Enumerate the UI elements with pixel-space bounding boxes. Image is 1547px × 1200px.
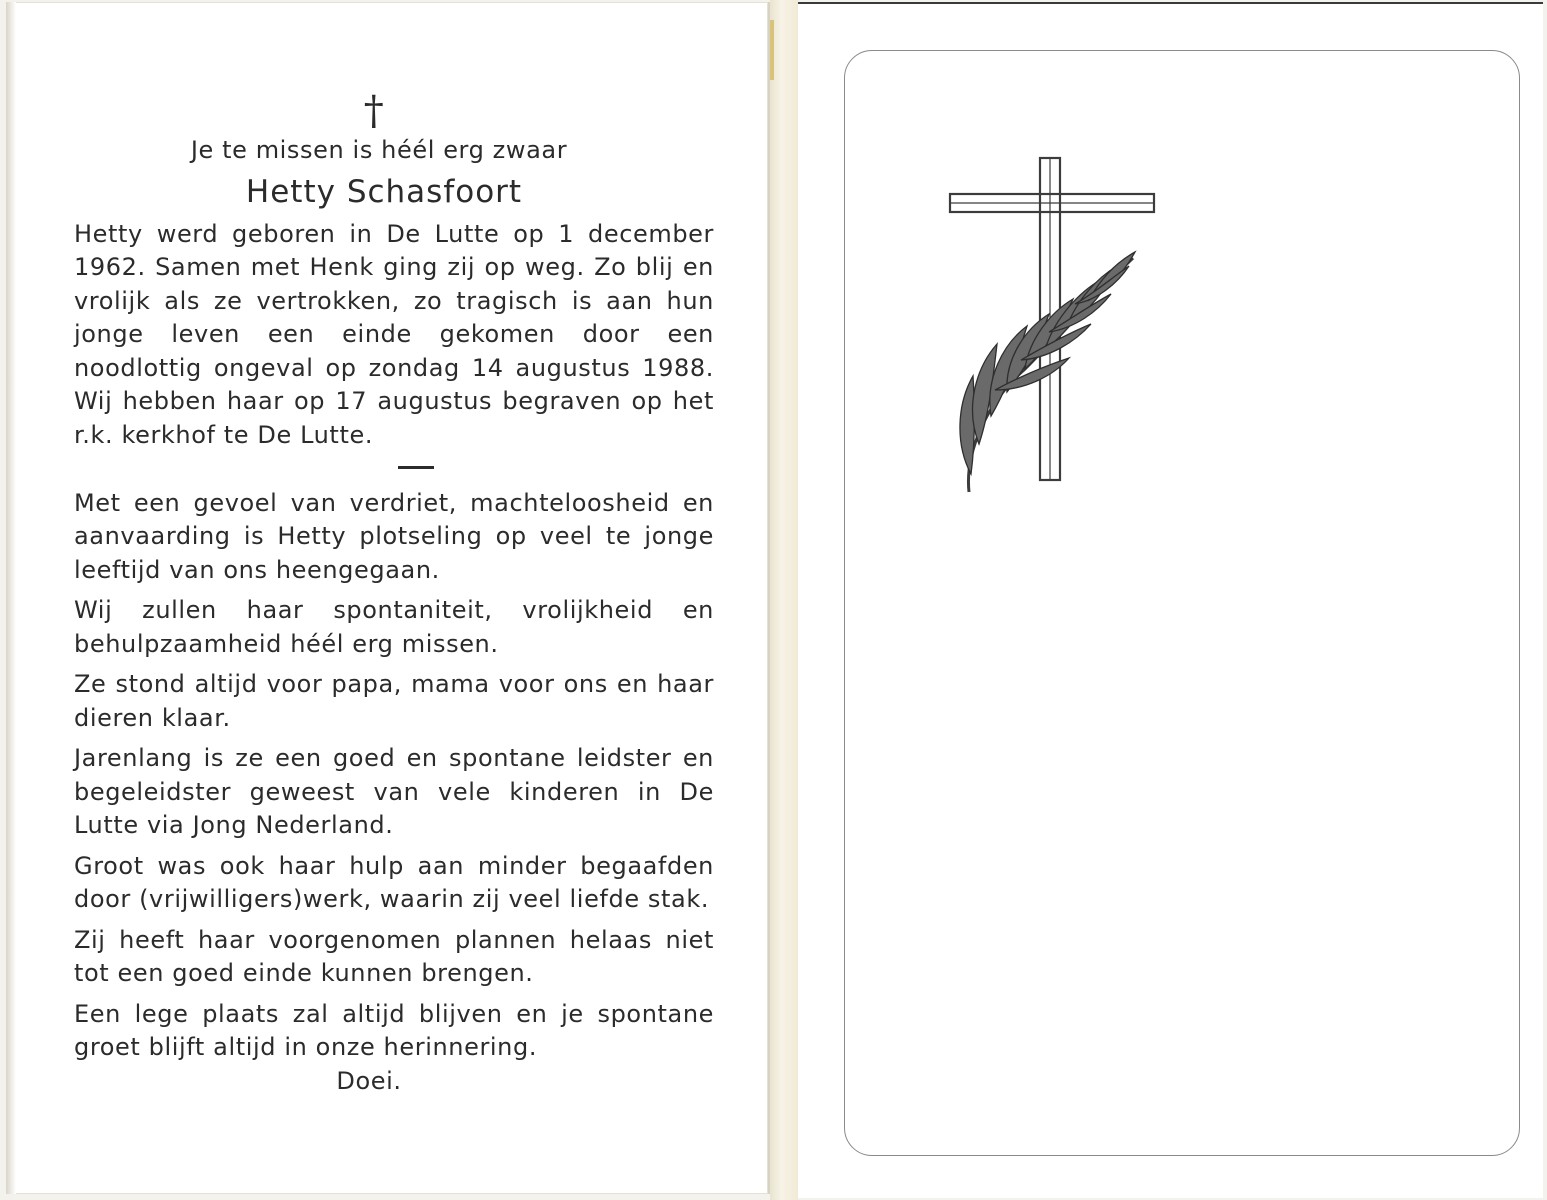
text-column: [74, 90, 714, 1098]
paragraph-4: Jarenlang is ze een goed en spontane leidster en begeleidster geweest van vele kinderen in De Lutte via Jong Nederland.: [74, 744, 714, 839]
paragraph-1: Met een gevoel van verdriet, machteloosheid en aanvaarding is Hetty plotseling op veel te jonge leeftijd van ons heengegaan.: [74, 488, 714, 584]
closing-word: Doei.: [336, 1066, 402, 1095]
paragraph-2: Wij zullen haar spontaniteit, vrolijkheid en behulpzaamheid héél erg missen.: [74, 596, 714, 658]
intro-paragraph: Hetty werd geboren in De Lutte op 1 december 1962. Samen met Henk ging zij op weg. Zo blij en vrolijk als ze vertrokken, zo tragisch is aan hun jonge leven een einde gekomen door een noodlottig ongeval op zondag 14 augustus 1988. Wij hebben haar op 17 augustus begraven op het r.k. kerkhof te De Lutte.: [74, 219, 714, 449]
paragraph-3: Ze stond altijd voor papa, mama voor ons en haar dieren klaar.: [74, 670, 714, 732]
subtitle: Je te missen is héél erg zwaar: [190, 136, 568, 164]
paragraph-6: Zij heeft haar voorgenomen plannen helaas niet tot een goed einde kunnen brengen.: [74, 925, 714, 987]
deceased-name: Hetty Schasfoort: [245, 173, 523, 210]
paragraph-7: Een lege plaats zal altijd blijven en je spontane groet blijft altijd in onze herinnering.: [74, 999, 714, 1061]
palm-leaves: [960, 252, 1135, 474]
memorial-card-text-side: [6, 2, 770, 1194]
divider-line: [398, 466, 434, 469]
paragraph-5: Groot was ook haar hulp aan minder begaafden door (vrijwilligers)werk, waarin zij veel liefde stak.: [74, 851, 714, 913]
card-fold-gutter: [770, 0, 798, 1200]
cross-with-palm-branch-icon: [945, 154, 1165, 499]
small-cross-icon: †: [363, 88, 385, 134]
